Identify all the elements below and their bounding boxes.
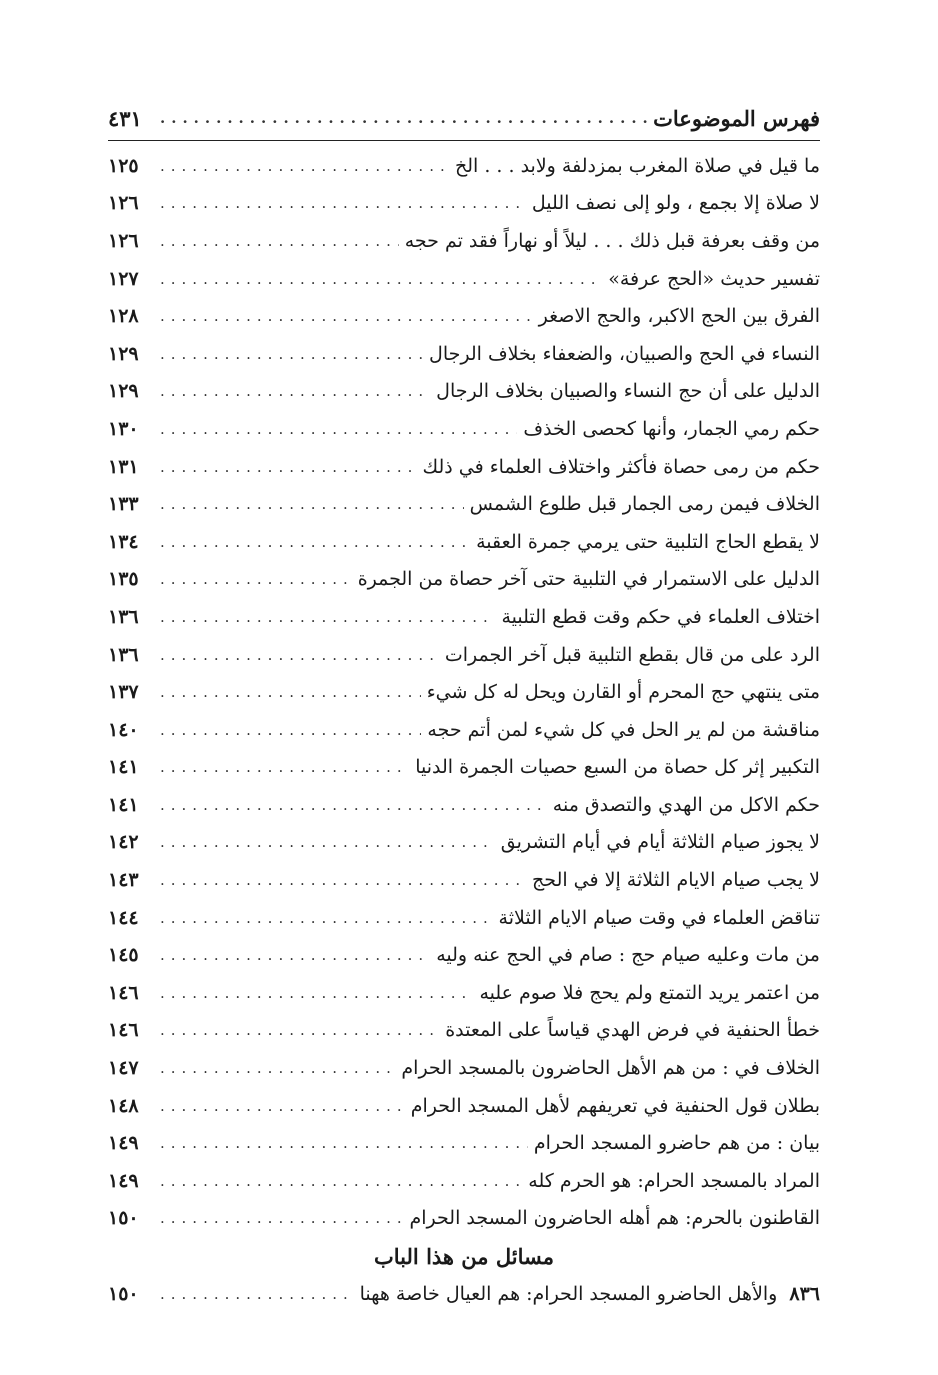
toc-entry [108, 1087, 820, 1125]
entry-page: ١٢٦ [108, 192, 139, 215]
entry-title: النساء في الحج والصبيان، والضعفاء بخلاف الرجال [429, 342, 820, 365]
entry-page: ١٢٩ [108, 342, 139, 365]
leader-dots [160, 1209, 403, 1227]
entry-page: ١٤٩ [108, 1132, 139, 1155]
toc-entry [108, 185, 820, 223]
entry-title: متى ينتهي حج المحرم أو القارن ويحل له كل شيء [426, 681, 820, 704]
leader-dots [160, 683, 421, 701]
entry-title: الفرق بين الحج الاكبر، والحج الاصغر [538, 305, 820, 328]
entry-title: القاطنون بالحرم: هم أهله الحاضرون المسجد الحرام [409, 1207, 820, 1230]
leader-dots [160, 570, 352, 588]
toc-entry [108, 824, 820, 862]
leader-dots [160, 194, 526, 212]
entry-page: ١٤٨ [108, 1094, 139, 1117]
entry-page: ١٤٢ [108, 831, 139, 854]
leader-dots [160, 909, 493, 927]
entry-title: مناقشة من لم ير الحل في كل شيء لمن أتم حجه [427, 718, 820, 741]
leader-dots [160, 109, 647, 127]
toc-entry [108, 936, 820, 974]
entry-page: ١٢٥ [108, 154, 139, 177]
toc-entry [108, 974, 820, 1012]
entry-title: لا يجب صيام الايام الثلاثة إلا في الحج [532, 869, 820, 892]
entry-page: ١٣٤ [108, 530, 139, 553]
entry-title: بيان : من هم حاضرو المسجد الحرام [533, 1132, 820, 1155]
leader-dots [160, 232, 399, 250]
toc-entry [108, 786, 820, 824]
entry-page: ١٣٥ [108, 568, 139, 591]
toc-entry [108, 1162, 820, 1200]
toc-entry [108, 297, 820, 335]
leader-dots [160, 608, 495, 626]
toc-entry [108, 636, 820, 674]
entry-page: ١٣٧ [108, 681, 139, 704]
toc-entry [108, 899, 820, 937]
leader-dots [160, 984, 473, 1002]
entry-page: ١٢٨ [108, 305, 139, 328]
toc-entry [108, 861, 820, 899]
toc-entry [108, 523, 820, 561]
entry-page: ١٤٣ [108, 869, 139, 892]
issue-number: ٨٣٦ [789, 1283, 820, 1306]
toc-entry [108, 410, 820, 448]
leader-dots [160, 420, 517, 438]
page-header-title: فهرس الموضوعات [653, 105, 820, 131]
toc-entry [108, 711, 820, 749]
entry-page: ١٤٥ [108, 944, 139, 967]
entry-title: تفسير حديث «الحج عرفة» [608, 267, 820, 290]
toc-entry [108, 448, 820, 486]
entry-page: ١٤٤ [108, 906, 139, 929]
toc-entry [108, 373, 820, 411]
toc-entry [108, 1200, 820, 1238]
entry-page: ١٤٠ [108, 718, 139, 741]
entry-title: خطأ الحنفية في فرض الهدي قياساً على المعتدة [445, 1019, 820, 1042]
entry-title: من اعتمر يريد التمتع ولم يحج فلا صوم عليه [479, 981, 820, 1004]
entry-title: لا يجوز صيام الثلاثة أيام في أيام التشريق [500, 831, 820, 854]
toc-entries [108, 147, 820, 1237]
leader-dots [160, 382, 430, 400]
toc-issue-entry [108, 1275, 820, 1313]
entry-page: ١٢٧ [108, 267, 139, 290]
entry-title: بطلان قول الحنفية في تعريفهم لأهل المسجد الحرام [410, 1094, 820, 1117]
toc-entry [108, 1049, 820, 1087]
entry-title: لا يقطع الحاج التلبية حتى يرمي جمرة العقبة [476, 530, 820, 553]
entry-page: ١٣٠ [108, 417, 139, 440]
entry-page: ١٣١ [108, 455, 139, 478]
toc-entry [108, 1124, 820, 1162]
leader-dots [160, 871, 526, 889]
entry-title: الرد على من قال بقطع التلبية قبل آخر الجمرات [444, 643, 820, 666]
entry-title: ما قيل في صلاة المغرب بمزدلفة ولابد . . . الخ [454, 154, 820, 177]
leader-dots [160, 1172, 522, 1190]
leader-dots [160, 796, 547, 814]
section-heading: مسائل من هذا الباب [374, 1244, 554, 1270]
leader-dots [160, 458, 416, 476]
toc-entry [108, 598, 820, 636]
entry-page: ١٤٦ [108, 981, 139, 1004]
entry-page: ١٢٩ [108, 380, 139, 403]
entry-page: ١٤١ [108, 793, 139, 816]
entry-page: ١٥٠ [108, 1207, 139, 1230]
entry-title: اختلاف العلماء في حكم وقت قطع التلبية [501, 605, 820, 628]
entry-title: من وقف بعرفة قبل ذلك . . . ليلاً أو نهاراً فقد تم حجه [404, 229, 820, 252]
toc-entry [108, 673, 820, 711]
entry-page: ١٤٩ [108, 1169, 139, 1192]
entry-page: ١٤١ [108, 756, 139, 779]
entry-page: ١٥٠ [108, 1283, 139, 1306]
entry-title: حكم من رمى حصاة فأكثر واختلاف العلماء في ذلك [422, 455, 820, 478]
entry-page: ١٤٦ [108, 1019, 139, 1042]
entry-title: الدليل على الاستمرار في التلبية حتى آخر حصاة من الجمرة [357, 568, 820, 591]
toc-entry [108, 561, 820, 599]
entry-title: حكم رمي الجمار، وأنها كحصى الخذف [523, 417, 820, 440]
entry-page: ١٣٦ [108, 643, 139, 666]
leader-dots [160, 1097, 405, 1115]
leader-dots [160, 646, 439, 664]
leader-dots [160, 1285, 354, 1303]
entry-title: من مات وعليه صيام حج : صام في الحج عنه وليه [436, 944, 820, 967]
leader-dots [160, 307, 533, 325]
leader-dots [160, 1134, 528, 1152]
entry-page: ١٢٦ [108, 229, 139, 252]
leader-dots [160, 721, 421, 739]
entry-title: الخلاف في : من هم الأهل الحاضرون بالمسجد الحرام [401, 1057, 820, 1080]
entry-title: الدليل على أن حج النساء والصبيان بخلاف الرجال [436, 380, 820, 403]
toc-entry [108, 1012, 820, 1050]
toc-entry [108, 260, 820, 298]
toc-entry [108, 147, 820, 185]
entry-title: التكبير إثر كل حصاة من السبع حصيات الجمرة الدنيا [415, 756, 820, 779]
leader-dots [160, 533, 470, 551]
page-header-number: ٤٣١ [108, 105, 142, 131]
leader-dots [160, 345, 423, 363]
leader-dots [160, 1059, 395, 1077]
entry-page: ١٣٣ [108, 493, 139, 516]
entry-title: الخلاف فيمن رمى الجمار قبل طلوع الشمس [469, 493, 820, 516]
leader-dots [160, 157, 449, 175]
toc-entry [108, 335, 820, 373]
leader-dots [160, 946, 430, 964]
entry-title: والأهل الحاضرو المسجد الحرام: هم العيال خاصة ههنا [359, 1283, 778, 1306]
toc-entry [108, 749, 820, 787]
running-header [108, 96, 820, 141]
leader-dots [160, 1021, 439, 1039]
leader-dots [160, 758, 409, 776]
entry-page: ١٤٧ [108, 1057, 139, 1080]
leader-dots [160, 495, 464, 513]
entry-title: المراد بالمسجد الحرام: هو الحرم كله [528, 1169, 820, 1192]
entry-title: تناقض العلماء في وقت صيام الايام الثلاثة [498, 906, 820, 929]
entry-title: لا صلاة إلا بجمع ، ولو إلى نصف الليل [531, 192, 820, 215]
leader-dots [160, 833, 495, 851]
toc-entry [108, 485, 820, 523]
index-page [108, 96, 820, 1313]
entry-page: ١٣٦ [108, 605, 139, 628]
toc-entry [108, 222, 820, 260]
entry-title: حكم الاكل من الهدي والتصدق منه [552, 793, 820, 816]
leader-dots [160, 270, 602, 288]
